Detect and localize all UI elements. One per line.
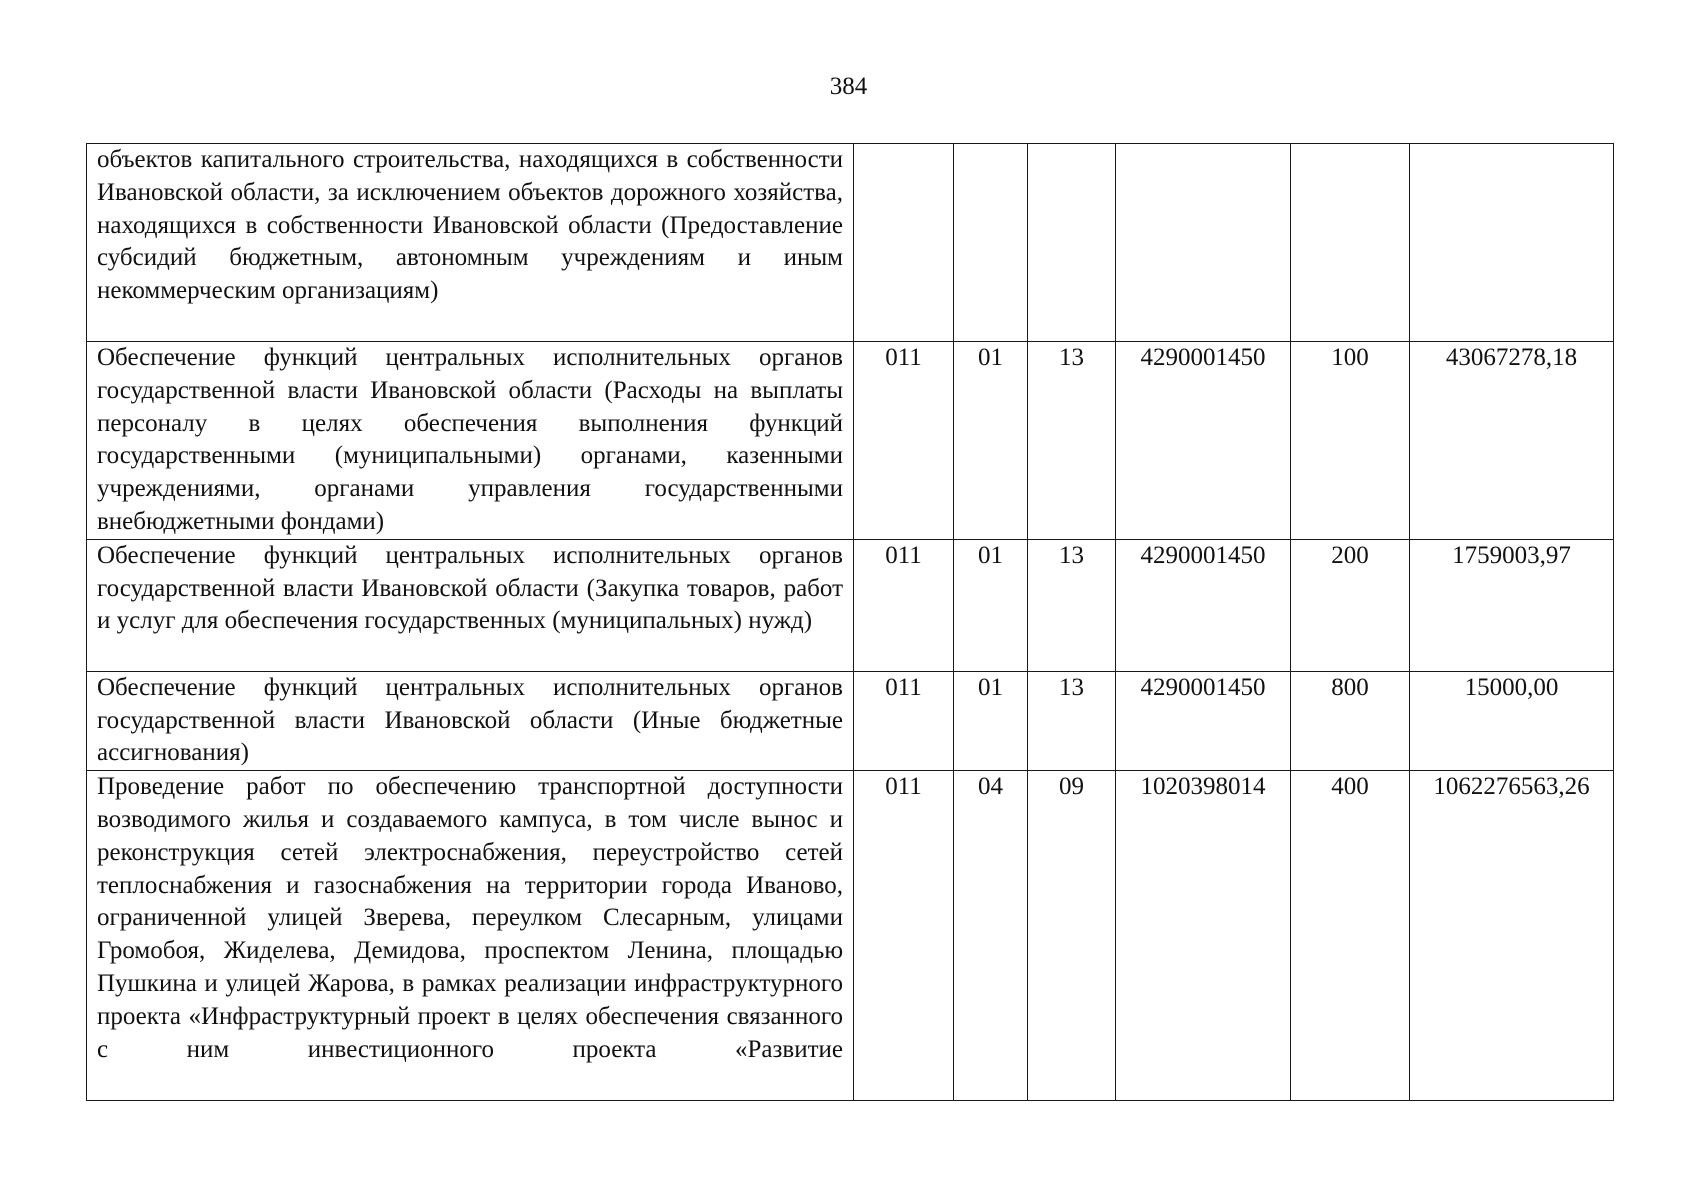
row-expense-type: 400 [1291, 771, 1410, 1101]
row-amount: 43067278,18 [1410, 342, 1614, 540]
row-section-code: 01 [954, 539, 1028, 671]
row-description: Проведение работ по обеспечению транспортной доступности возводимого жилья и создаваемого кампуса, в том числе вынос и реконструкция сетей электроснабжения, переустройство сетей теплоснабжения и газоснабжения на территории города Иваново, ограниченной улицей Зверева, переулком Слесарным, улицами Громобоя, Жиделева, Демидова, проспектом Ленина, площадью Пушкина и улицей Жарова, в рамках реализации инфраструктурного проекта «Инфраструктурный проект в целях обеспечения связанного с ним инвестиционного проекта «Развитие [87, 771, 854, 1101]
row-ministry-code: 011 [854, 671, 954, 770]
row-section-code [954, 144, 1028, 342]
table-row [87, 539, 1614, 671]
row-target-article: 4290001450 [1116, 671, 1291, 770]
row-target-article [1116, 144, 1291, 342]
budget-table [86, 143, 1614, 1101]
table-row [87, 671, 1614, 770]
row-section-code: 01 [954, 671, 1028, 770]
row-target-article: 4290001450 [1116, 342, 1291, 540]
row-amount: 1062276563,26 [1410, 771, 1614, 1101]
table-row [87, 144, 1614, 342]
row-subsection-code: 13 [1028, 539, 1116, 671]
row-ministry-code [854, 144, 954, 342]
row-expense-type: 800 [1291, 671, 1410, 770]
row-amount [1410, 144, 1614, 342]
row-description: объектов капитального строительства, находящихся в собственности Ивановской области, за исключением объектов дорожного хозяйства, находящихся в собственности Ивановской области (Предоставление субсидий бюджетным, автономным учреждениям и иным некоммерческим организациям) [87, 144, 854, 342]
row-target-article: 1020398014 [1116, 771, 1291, 1101]
row-amount: 15000,00 [1410, 671, 1614, 770]
page-number: 384 [829, 73, 868, 100]
row-ministry-code: 011 [854, 342, 954, 540]
row-subsection-code [1028, 144, 1116, 342]
row-ministry-code: 011 [854, 771, 954, 1101]
row-description: Обеспечение функций центральных исполнительных органов государственной власти Ивановской области (Иные бюджетные ассигнования) [87, 671, 854, 770]
table-row [87, 771, 1614, 1101]
row-subsection-code: 13 [1028, 342, 1116, 540]
row-section-code: 04 [954, 771, 1028, 1101]
row-description: Обеспечение функций центральных исполнительных органов государственной власти Ивановской области (Закупка товаров, работ и услуг для обеспечения государственных (муниципальных) нужд) [87, 539, 854, 671]
row-section-code: 01 [954, 342, 1028, 540]
row-expense-type: 200 [1291, 539, 1410, 671]
row-amount: 1759003,97 [1410, 539, 1614, 671]
row-subsection-code: 13 [1028, 671, 1116, 770]
table-row [87, 342, 1614, 540]
row-target-article: 4290001450 [1116, 539, 1291, 671]
row-ministry-code: 011 [854, 539, 954, 671]
row-subsection-code: 09 [1028, 771, 1116, 1101]
row-expense-type [1291, 144, 1410, 342]
row-expense-type: 100 [1291, 342, 1410, 540]
row-description: Обеспечение функций центральных исполнительных органов государственной власти Ивановской области (Расходы на выплаты персоналу в целях обеспечения выполнения функций государственными (муниципальными) органами, казенными учреждениями, органами управления государственными внебюджетными фондами) [87, 342, 854, 540]
